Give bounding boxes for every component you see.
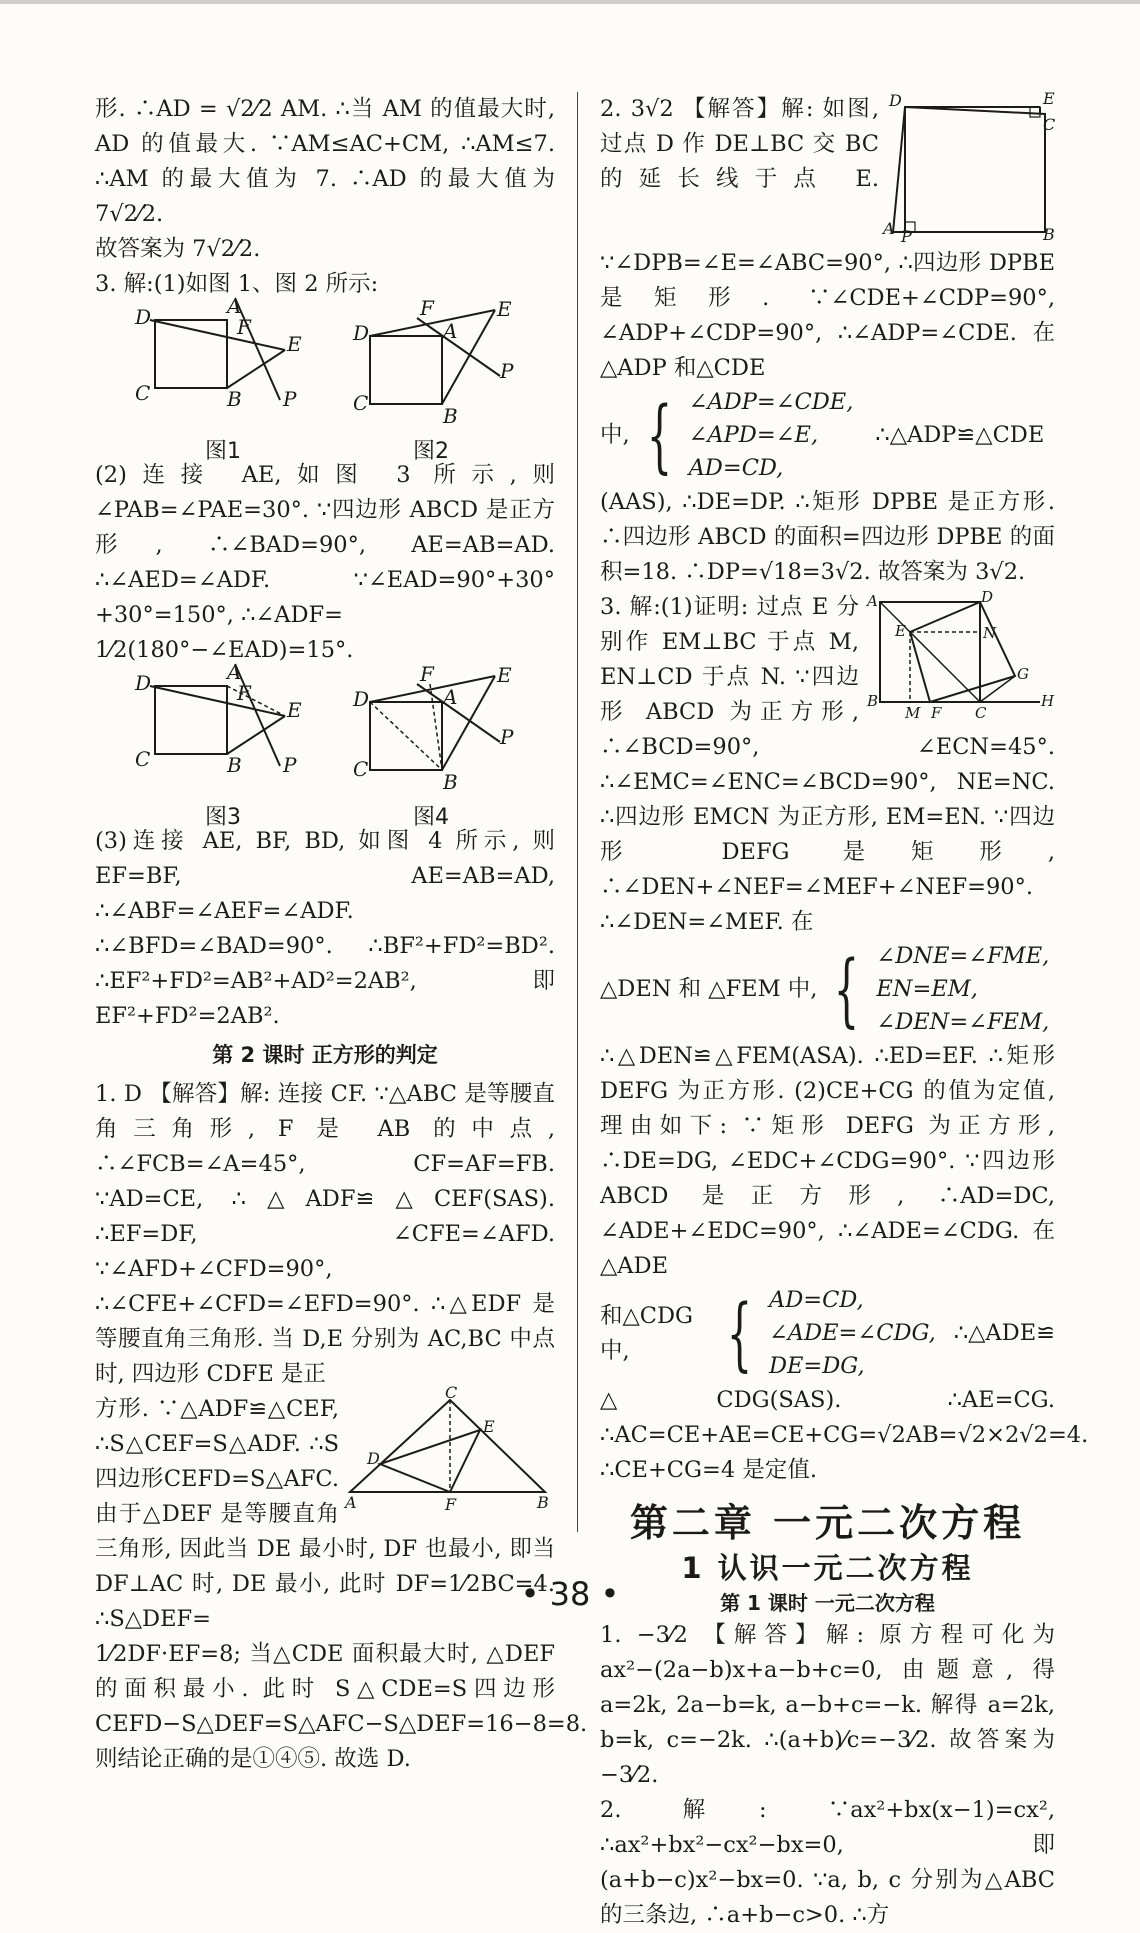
system-lines	[689, 386, 854, 485]
system-tail: ∴△ADP≌△CDE	[875, 422, 1045, 448]
system-lines	[876, 940, 1049, 1039]
equation-system	[600, 940, 1055, 1039]
top-edge	[0, 0, 1140, 4]
svg-text:F: F	[237, 315, 251, 339]
chapter-title: 第二章 一元二次方程	[629, 1501, 1026, 1545]
svg-text:P: P	[901, 227, 912, 246]
svg-text:E: E	[287, 332, 302, 356]
svg-text:N: N	[983, 624, 997, 642]
svg-text:C: C	[135, 381, 151, 405]
brace-icon: {	[726, 1286, 753, 1380]
figure-caption: 图3	[205, 805, 241, 830]
paragraph: (3)连接 AE, BF, BD, 如图 4 所示, 则 EF=BF, AE=AB=AD, ∴∠ABF=∠AEF=∠ADF. ∴∠BFD=∠BAD=90°. ∴BF²+FD²=BD². ∴EF²+FD²=AB²+AD²=2AB², 即 EF²+FD²=2AB².	[95, 828, 555, 1029]
svg-text:D: D	[367, 1449, 380, 1468]
column-divider	[577, 92, 578, 1532]
figure-row-3-4	[95, 660, 555, 830]
system-lead: 和△CDG 中,	[600, 1302, 694, 1364]
svg-text:A: A	[227, 294, 242, 318]
svg-text:C: C	[1043, 115, 1056, 134]
system-line: AD=CD,	[688, 455, 784, 481]
lesson-title: 第 1 课时 一元二次方程	[720, 1591, 935, 1615]
svg-text:E: E	[483, 1417, 495, 1436]
svg-text:B: B	[867, 692, 879, 710]
paragraph: 方形. ∵△ADF≌△CEF, ∴S△CEF=S△ADF. ∴S四边形CEFD=S△AFC. 由于△DEF 是等腰直角三角形, 因此当 DE 最小时, DF 也最小, 即当 DF⊥AC 时, DE 最小, 此时 DF=1⁄2BC=4. ∴S△DEF=	[95, 1396, 555, 1632]
paragraph: 1⁄2(180°−∠EAD)=15°.	[95, 637, 354, 663]
paragraph: 形. ∴AD = √2⁄2 AM. ∴当 AM 的值最大时, AD 的值最大. ∵AM≤AC+CM, ∴AM≤7. ∴AM 的最大值为 7. ∴AD 的最大值为 7√2⁄2.	[95, 96, 555, 227]
triangle-figure	[345, 1383, 555, 1514]
svg-text:E: E	[497, 663, 512, 687]
paragraph: (AAS), ∴DE=DP. ∴矩形 DPBE 是正方形. ∴四边形 ABCD 的面积=四边形 DPBE 的面积=18. ∴DP=√18=3√2. 故答案为 3√2.	[600, 489, 1055, 585]
svg-text:B: B	[227, 753, 242, 777]
system-line: ∠ADE=∠CDG,	[768, 1320, 936, 1346]
system-tail: ∴△ADE≌	[953, 1320, 1055, 1346]
equation-system	[600, 1284, 1055, 1383]
page-number: • 38 •	[520, 1575, 620, 1613]
svg-text:D: D	[353, 687, 370, 711]
svg-text:E: E	[287, 698, 302, 722]
paragraph: 1. D 【解答】解: 连接 CF. ∵△ABC 是等腰直角三角形, F 是 AB 的中点, ∴∠FCB=∠A=45°, CF=AF=FB. ∵AD=CE, ∴△ADF≌△CEF(SAS). ∴EF=DF, ∠CFE=∠AFD. ∵∠AFD+∠CFD=90°, ∴∠CFE+∠CFD=∠EFD=90°. ∴△EDF 是等腰直角三角形. 当 D,E 分别为 AC,BC 中点时, 四边形 CDFE 是正	[95, 1081, 555, 1387]
lesson-title: 第 2 课时 正方形的判定	[212, 1043, 438, 1067]
svg-text:H: H	[1041, 692, 1055, 710]
svg-text:D: D	[353, 321, 370, 345]
figure-caption: 图2	[413, 439, 449, 464]
svg-text:D: D	[889, 91, 902, 110]
figure-row-1-2	[95, 294, 555, 464]
svg-text:F: F	[931, 704, 942, 722]
svg-text:C: C	[445, 1383, 458, 1402]
paragraph: 2. 3√2 【解答】解: 如图, 过点 D 作 DE⊥BC 交 BC 的延长线于点 E. ∵∠DPB=∠E=∠ABC=90°, ∴四边形 DPBE 是矩形. ∵∠CDE+∠CDP=90°, ∠ADP+∠CDP=90°, ∴∠ADP=∠CDE. 在△ADP 和△CDE	[600, 96, 1055, 381]
paragraph: 2. 解: ∵ax²+bx(x−1)=cx², ∴ax²+bx²−cx²−bx=0, 即(a+b−c)x²−bx=0. ∵a, b, c 分别为△ABC 的三条边, ∴a+b−c>0. ∴方	[600, 1797, 1055, 1928]
system-line: AD=CD,	[768, 1287, 864, 1313]
svg-text:F: F	[420, 296, 434, 320]
quadrilateral-figure	[883, 89, 1056, 246]
svg-text:A: A	[883, 219, 895, 238]
system-lead: 中,	[600, 422, 630, 448]
equation-system	[600, 386, 1055, 485]
system-lead: △DEN 和 △FEM 中,	[600, 976, 818, 1002]
svg-text:D: D	[981, 588, 994, 606]
system-lines	[769, 1284, 936, 1383]
svg-text:C: C	[353, 391, 369, 415]
system-line: ∠ADP=∠CDE,	[688, 389, 854, 415]
paragraph: ∴△DEN≌△FEM(ASA). ∴ED=EF. ∴矩形 DEFG 为正方形. (2)CE+CG 的值为定值, 理由如下: ∵矩形 DEFG 为正方形, ∴DE=DG, ∠EDC+∠CDG=90°. ∵四边形 ABCD 是正方形, ∴AD=DC, ∠ADE+∠EDC=90°, ∴∠ADE=∠CDG. 在△ADE	[600, 1043, 1055, 1279]
system-line: ∠DEN=∠FEM,	[876, 1009, 1050, 1035]
svg-text:P: P	[500, 359, 514, 383]
svg-text:D: D	[135, 305, 152, 329]
section-title: 1 认识一元二次方程	[681, 1551, 974, 1585]
svg-text:A: A	[443, 319, 458, 343]
svg-text:E: E	[895, 622, 906, 640]
svg-text:G: G	[1017, 665, 1029, 683]
paragraph: 1⁄2DF·EF=8; 当△CDE 面积最大时, △DEF 的面积最小. 此时 S△CDE=S四边形CEFD−S△DEF=S△AFC−S△DEF=16−8=8. 则结论正确的是①④⑤. 故选 D.	[95, 1641, 588, 1772]
paragraph: (2)连接 AE,如图 3 所示,则∠PAB=∠PAE=30°. ∵四边形 ABCD 是正方形, ∴∠BAD=90°, AE=AB=AD. ∴∠AED=∠ADF. ∵∠EAD=90°+30°+30°=150°, ∴∠ADF=	[95, 462, 555, 628]
svg-text:P: P	[500, 725, 514, 749]
figure-1-2-diagram	[95, 294, 555, 433]
figure-3-4-diagram	[95, 660, 555, 799]
svg-text:A: A	[227, 660, 242, 684]
svg-text:F: F	[445, 1495, 457, 1514]
question-3-intro: 3. 解:(1)如图 1、图 2 所示:	[95, 271, 379, 297]
system-line: DE=DG,	[768, 1353, 865, 1379]
paragraph: 故答案为 7√2⁄2.	[95, 236, 261, 262]
figure-caption: 图4	[413, 805, 449, 830]
svg-text:B: B	[443, 770, 458, 794]
svg-text:M: M	[905, 704, 921, 722]
svg-text:C: C	[135, 747, 151, 771]
system-line: EN=EM,	[876, 976, 978, 1002]
svg-text:P: P	[283, 387, 297, 411]
svg-text:B: B	[227, 387, 242, 411]
svg-text:B: B	[443, 404, 458, 428]
paragraph: △CDG(SAS). ∴AE=CG. ∴AC=CE+AE=CE+CG=√2AB=√2×2√2=4. ∴CE+CG=4 是定值.	[600, 1387, 1089, 1483]
brace-icon: {	[834, 942, 860, 1036]
paragraph: 3. 解:(1)证明: 过点 E 分别作 EM⊥BC 于点 M, EN⊥CD 于点 N. ∵四边形 ABCD 为正方形, ∴∠BCD=90°, ∠ECN=45°. ∴∠EMC=∠ENC=∠BCD=90°, NE=NC. ∴四边形 EMCN 为正方形, EM=EN. ∵四边形 DEFG 是矩形, ∴∠DEN+∠NEF=∠MEF+∠NEF=90°. ∴∠DEN=∠MEF. 在	[600, 594, 1055, 935]
svg-text:D: D	[135, 671, 152, 695]
brace-icon: {	[646, 388, 672, 482]
svg-text:B: B	[537, 1493, 549, 1512]
svg-text:A: A	[345, 1493, 357, 1512]
system-line: ∠APD=∠E,	[688, 422, 819, 448]
right-column	[600, 89, 1089, 1933]
svg-text:C: C	[353, 757, 369, 781]
svg-text:C: C	[975, 704, 987, 722]
svg-text:F: F	[237, 681, 251, 705]
svg-text:E: E	[1043, 89, 1055, 108]
svg-text:A: A	[443, 685, 458, 709]
paragraph: 1. −3⁄2 【解答】解: 原方程可化为 ax²−(2a−b)x+a−b+c=0, 由题意, 得 a=2k, 2a−b=k, a−b+c=−k. 解得 a=2k, b=k, c=−2k. ∴(a+b)⁄c=−3⁄2. 故答案为−3⁄2.	[600, 1622, 1055, 1788]
figure-caption: 图1	[205, 439, 241, 464]
svg-text:F: F	[420, 662, 434, 686]
svg-text:B: B	[1043, 225, 1055, 244]
system-line: ∠DNE=∠FME,	[876, 943, 1050, 969]
svg-text:E: E	[497, 297, 512, 321]
square-figure	[865, 588, 1055, 724]
svg-text:P: P	[283, 753, 297, 777]
svg-text:A: A	[867, 592, 878, 610]
